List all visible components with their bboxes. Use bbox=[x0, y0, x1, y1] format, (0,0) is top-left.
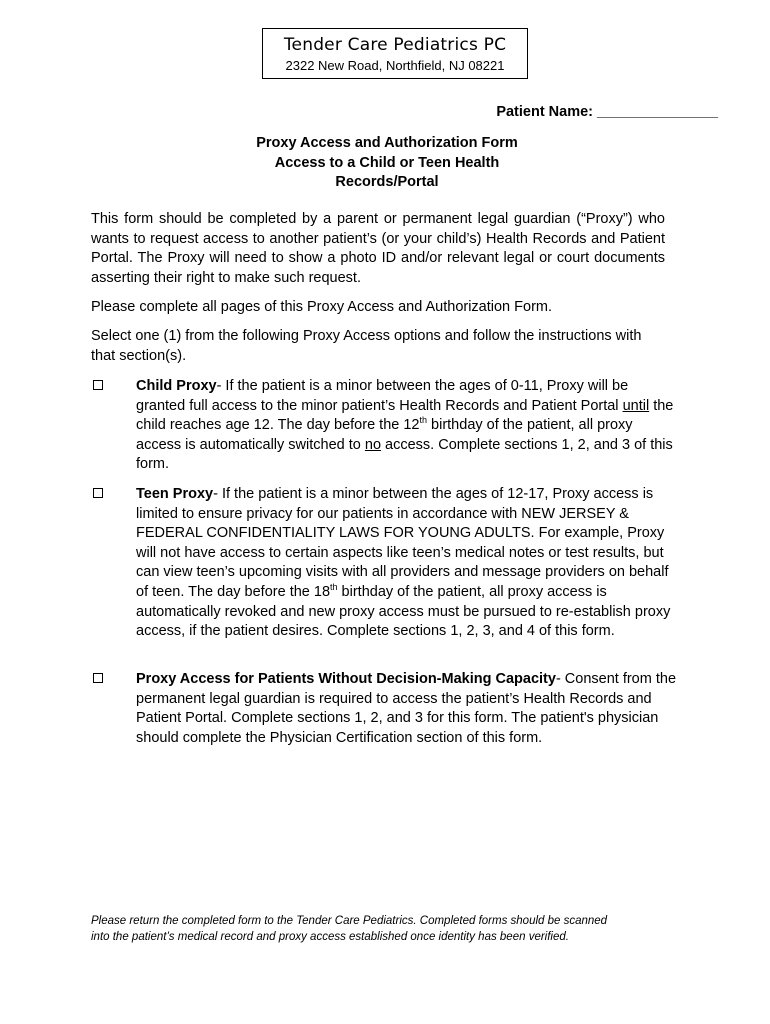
footer-line-2: into the patient’s medical record and proxy access established once identity has been verified. bbox=[91, 931, 569, 943]
practice-header bbox=[262, 28, 528, 79]
patient-name-field[interactable]: Patient Name: _______________ bbox=[496, 104, 718, 120]
form-title-line-1: Proxy Access and Authorization Form bbox=[256, 135, 518, 151]
form-title-line-3: Records/Portal bbox=[335, 174, 439, 190]
footer-line-1: Please return the completed form to the Tender Care Pediatrics. Completed forms should be scanned bbox=[91, 915, 608, 927]
instruction-complete: Please complete all pages of this Proxy Access and Authorization Form. bbox=[91, 299, 553, 315]
child-proxy-checkbox[interactable] bbox=[93, 380, 103, 390]
form-title-line-2: Access to a Child or Teen Health bbox=[274, 154, 500, 171]
teen-proxy-title: Teen Proxy bbox=[136, 486, 214, 502]
instruction-select: Select one (1) from the following Proxy Access options and follow the instructions with that section(s). bbox=[91, 328, 642, 364]
intro-paragraph: This form should be completed by a parent or permanent legal guardian (“Proxy”) who wants to request access to another patient’s (or your child’s) Health Records and Patient Portal. The Proxy will need to show a photo ID and/or relevant legal or court documents asserting their right to make such request. bbox=[91, 211, 665, 286]
capacity-proxy-text: Proxy Access for Patients Without Decision-Making Capacity- Consent from the permanent legal guardian is required to access the patient’s Health Records and Patient Portal. Complete sections 1, 2, and 3 for this form. The patient's physician should complete the Physician Certification section of this form. bbox=[136, 671, 677, 746]
teen-proxy-text: Teen Proxy- If the patient is a minor between the ages of 12-17, Proxy access is limited to ensure privacy for our patients in accordance with NEW JERSEY & FEDERAL CONFIDENTIALITY LAWS FOR YOUNG ADULTS. For example, Proxy will not have access to certain aspects like teen’s medical notes or test results, but can view teen’s upcoming visits with all providers and message providers on behalf of teen. The day before the 18th birthday of the patient, all proxy access is automatically revoked and new proxy access must be pursued to re-establish proxy access, if the patient desires. Complete sections 1, 2, 3, and 4 of this form. bbox=[136, 486, 671, 640]
practice-name: Tender Care Pediatrics PC bbox=[283, 35, 507, 55]
capacity-proxy-title: Proxy Access for Patients Without Decision-Making Capacity bbox=[136, 671, 556, 687]
capacity-proxy-checkbox[interactable] bbox=[93, 673, 103, 683]
form-title bbox=[237, 134, 537, 193]
footer-note bbox=[91, 913, 691, 945]
child-proxy-text: Child Proxy- If the patient is a minor between the ages of 0-11, Proxy will be granted full access to the minor patient’s Health Records and Patient Portal until the child reaches age 12. The day before the 12th birthday of the patient, all proxy access is automatically switched to no access. Complete sections 1, 2, and 3 of this form. bbox=[136, 378, 674, 473]
practice-address: 2322 New Road, Northfield, NJ 08221 bbox=[285, 58, 505, 73]
teen-proxy-checkbox[interactable] bbox=[93, 488, 103, 498]
child-proxy-title: Child Proxy bbox=[136, 378, 217, 394]
